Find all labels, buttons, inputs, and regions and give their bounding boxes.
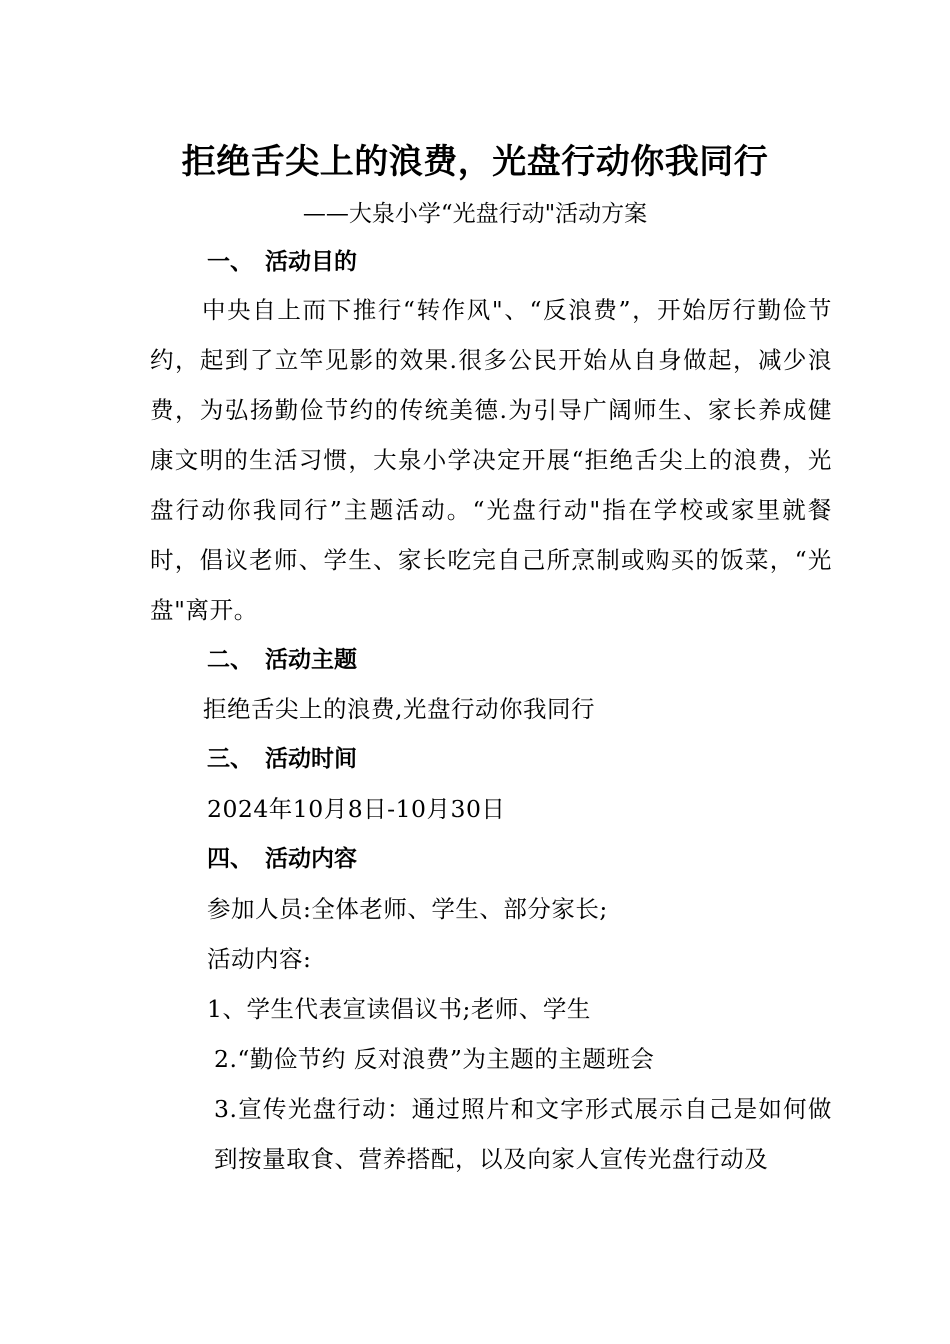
section-title: 活动内容 [265,846,357,872]
section-number: 一、 [207,249,253,275]
section-number: 四、 [207,846,253,872]
content-item-2: 2.“勤俭节约 反对浪费”为主题的主题班会 [214,1045,655,1073]
section-heading-purpose [207,246,357,278]
section-title: 活动目的 [265,249,357,275]
content-item-3: 3.宣传光盘行动：通过照片和文字形式展示自己是如何做到按量取食、营养搭配，以及向家人宣传光盘行动及 [214,1095,832,1173]
document-subtitle: ——大泉小学“光盘行动"活动方案 [302,201,648,227]
section-heading-content [207,843,357,875]
section-number: 二、 [207,647,253,673]
section-title: 活动时间 [265,746,357,772]
time-text: 2024年10月8日-10月30日 [207,795,506,823]
section-number: 三、 [207,746,253,772]
section-title: 活动主题 [265,647,357,673]
content-item-1: 1、学生代表宣读倡议书;老师、学生 [207,995,591,1023]
section-heading-time [207,743,357,775]
document-title: 拒绝舌尖上的浪费，光盘行动你我同行 [181,142,769,182]
theme-text: 拒绝舌尖上的浪费,光盘行动你我同行 [203,695,595,723]
section-heading-theme [207,644,357,676]
content-label: 活动内容: [207,945,312,973]
purpose-paragraph: 中央自上而下推行“转作风"、“反浪费”，开始厉行勤俭节约，起到了立竿见影的效果.很多公民开始从自身做起，减少浪费，为弘扬勤俭节约的传统美德.为引导广阔师生、家长养成健康文明的生活习惯，大泉小学决定开展“拒绝舌尖上的浪费，光盘行动你我同行”主题活动。“光盘行动"指在学校或家里就餐时，倡议老师、学生、家长吃完自己所烹制或购买的饭菜，“光盘"离开。 [150,296,832,624]
participants-text: 参加人员:全体老师、学生、部分家长; [207,895,608,923]
